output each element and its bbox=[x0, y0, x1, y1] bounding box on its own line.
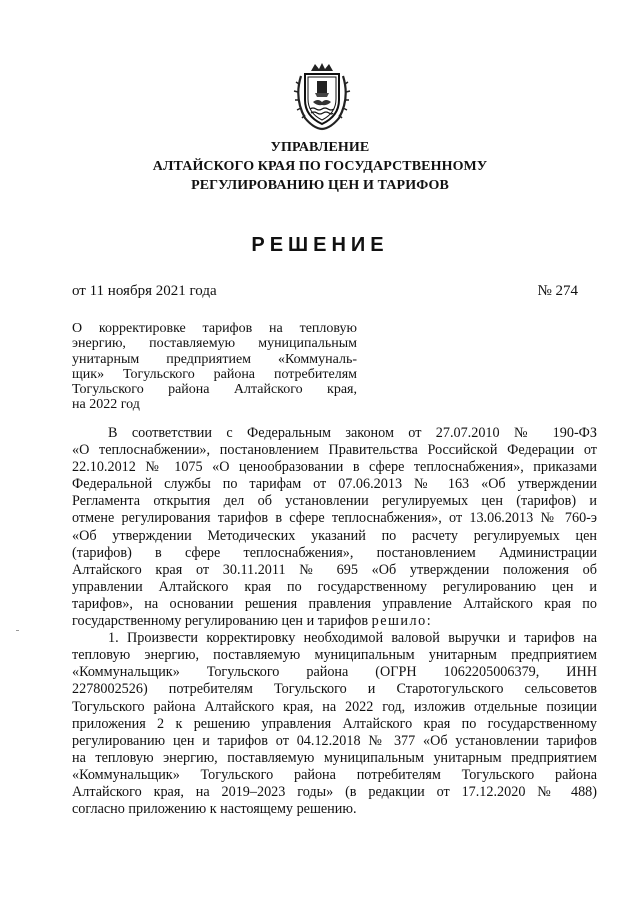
org-line-1: УПРАВЛЕНИЕ bbox=[270, 140, 370, 155]
org-line-3: РЕГУЛИРОВАНИЮ ЦЕН И ТАРИФОВ bbox=[191, 178, 449, 193]
body-line-resolution bbox=[72, 613, 597, 630]
body-line: отмене регулирования тарифов в сфере теплоснабжения», от 13.06.2013 № 760-э bbox=[72, 510, 597, 527]
body-line: тарифов», на основании решения правления управление Алтайского края по bbox=[72, 595, 597, 612]
subject-line: энергию, поставляемую муниципальным bbox=[72, 336, 357, 352]
org-line-2: АЛТАЙСКОГО КРАЯ ПО ГОСУДАРСТВЕННОМУ bbox=[152, 159, 488, 174]
altai-krai-coat-of-arms-icon bbox=[291, 62, 353, 132]
body-line: регулированию цен и тарифов от 04.12.2018 № 377 «Об установлении тарифов bbox=[72, 732, 597, 749]
body-line: тепловую энергию, поставляемую муниципальным унитарным предприятием bbox=[72, 647, 597, 664]
subject-line: О корректировке тарифов на тепловую bbox=[72, 321, 357, 336]
resolution-prefix: государственному регулированию цен и тарифов bbox=[72, 613, 372, 630]
body-line: (тарифов) в сфере теплоснабжения», постановлением Администрации bbox=[72, 544, 597, 561]
body-line: Алтайского края от 30.11.2011 № 695 «Об утверждении положения об bbox=[72, 561, 597, 578]
document-number: № 274 bbox=[537, 283, 578, 299]
body-line: «Коммунальщик» Тогульского района потребителям Тогульского района bbox=[72, 766, 597, 783]
body-line: управлении Алтайского края по государственному регулированию цен и bbox=[72, 578, 597, 595]
body-line: на тепловую энергию, поставляемую муниципальным унитарным предприятием bbox=[72, 749, 597, 766]
body-line: 22.10.2012 № 1075 «О ценообразовании в сфере теплоснабжения», приказами bbox=[72, 459, 597, 476]
body-line: Регламента открытия дел об установлении регулируемых цен (тарифов) и bbox=[72, 493, 597, 510]
resolution-verb: решило bbox=[371, 613, 427, 630]
body-line: согласно приложению к настоящему решению. bbox=[72, 801, 357, 818]
body-line: 1. Произвести корректировку необходимой валовой выручки и тарифов на bbox=[108, 630, 597, 647]
body-line: Алтайского края, на 2019–2023 годы» (в редакции от 17.12.2020 № 488) bbox=[72, 783, 597, 800]
document-title: РЕШЕНИЕ bbox=[251, 234, 389, 256]
organization-header bbox=[0, 138, 640, 195]
body-line: приложения 2 к решению управления Алтайского края по государственному bbox=[72, 715, 597, 732]
subject-line: унитарным предприятием «Коммуналь- bbox=[72, 351, 357, 367]
margin-mark bbox=[16, 630, 19, 631]
subject-line: щик» Тогульского района потребителям bbox=[72, 366, 357, 382]
subject-line: на 2022 год bbox=[72, 397, 140, 413]
resolution-suffix: : bbox=[426, 613, 431, 630]
document-date: от 11 ноября 2021 года bbox=[72, 283, 217, 299]
subject-line: Тогульского района Алтайского края, bbox=[72, 382, 357, 398]
body-line: «Об утверждении Методических указаний по расчету регулируемых цен bbox=[72, 527, 597, 544]
document-body bbox=[72, 425, 597, 818]
document-subject bbox=[72, 321, 357, 413]
body-line: «Коммунальщик» Тогульского района (ОГРН 1062205006379, ИНН bbox=[72, 664, 597, 681]
body-line: 2278002526) потребителям Тогульского и Старотогульского сельсоветов bbox=[72, 681, 597, 698]
body-line: Тогульского района Алтайского края, на 2022 год, изложив отдельные позиции bbox=[72, 698, 597, 715]
body-line: В соответствии с Федеральным законом от 27.07.2010 № 190-ФЗ bbox=[108, 425, 597, 441]
body-line: «О теплоснабжении», постановлением Правительства Российской Федерации от bbox=[72, 442, 597, 459]
body-line: Федеральной службы по тарифам от 07.06.2013 № 163 «Об утверждении bbox=[72, 476, 597, 493]
